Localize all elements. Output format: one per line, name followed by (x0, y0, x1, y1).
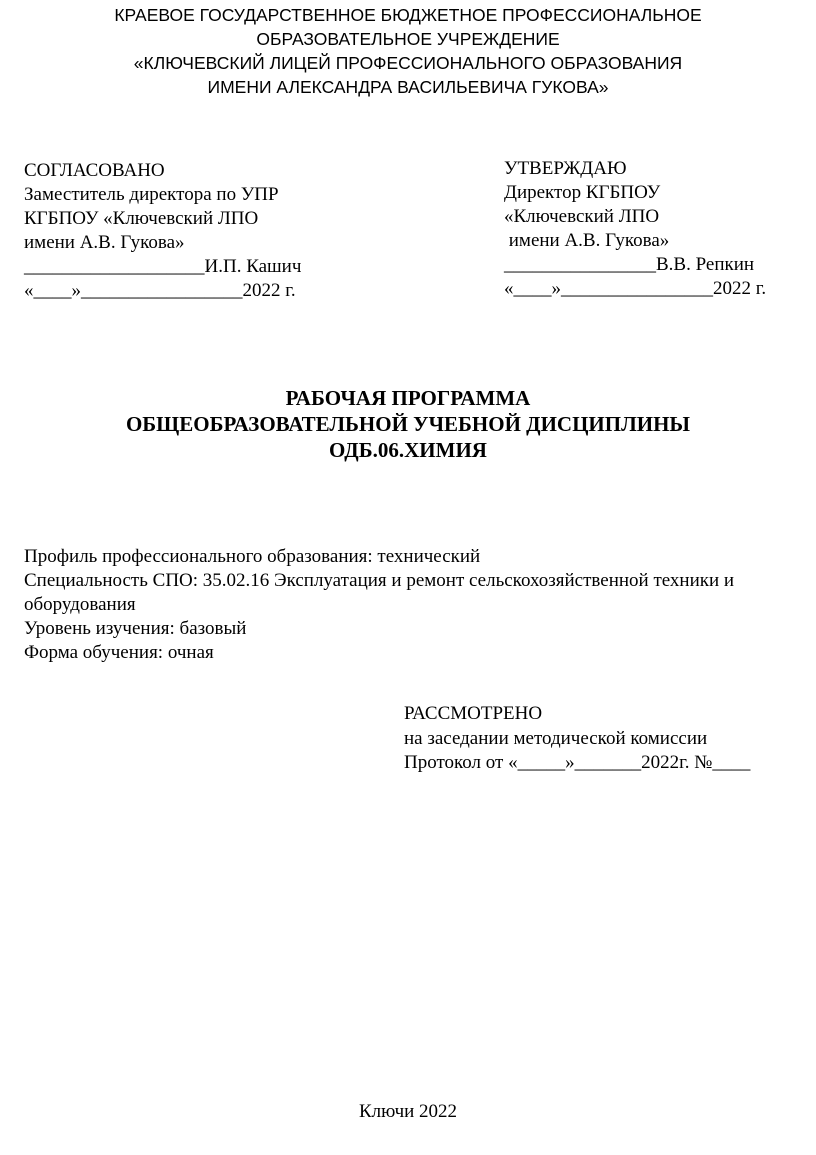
institution-header (0, 3, 816, 99)
agreed-signature-line: ___________________И.П. Кашич (24, 256, 302, 277)
agreed-date-line: «____»_________________2022 г. (24, 280, 296, 301)
approved-date-line: «____»________________2022 г. (504, 278, 767, 299)
profile-line: Профиль профессионального образования: технический (24, 546, 481, 567)
approved-block (504, 157, 766, 301)
reviewed-commission-line: на заседании методической комиссии (404, 727, 708, 749)
agreed-block (24, 159, 301, 303)
course-code: ОДБ.06.ХИМИЯ (329, 438, 487, 462)
reviewed-heading: РАССМОТРЕНО (404, 703, 543, 724)
header-line: ИМЕНИ АЛЕКСАНДРА ВАСИЛЬЕВИЧА ГУКОВА» (207, 77, 609, 97)
program-details (24, 545, 734, 665)
title-line: ОБЩЕОБРАЗОВАТЕЛЬНОЙ УЧЕБНОЙ ДИСЦИПЛИНЫ (125, 412, 691, 436)
form-line: Форма обучения: очная (24, 642, 214, 663)
approved-heading: УТВЕРЖДАЮ (504, 158, 627, 179)
specialty-line: Специальность СПО: 35.02.16 Эксплуатация и ремонт сельскохозяйственной техники и (24, 570, 735, 591)
header-line: ОБРАЗОВАТЕЛЬНОЕ УЧРЕЖДЕНИЕ (256, 29, 560, 49)
level-line: Уровень изучения: базовый (24, 618, 247, 639)
header-line: «КЛЮЧЕВСКИЙ ЛИЦЕЙ ПРОФЕССИОНАЛЬНОГО ОБРАЗОВАНИЯ (133, 53, 683, 73)
reviewed-block (404, 702, 750, 776)
specialty-line-continued: оборудования (24, 594, 136, 615)
reviewed-protocol-line: Протокол от «_____»_______2022г. №____ (404, 752, 751, 773)
document-title (0, 385, 816, 463)
approved-org-name: имени А.В. Гукова» (504, 230, 670, 251)
title-line: РАБОЧАЯ ПРОГРАММА (285, 386, 531, 410)
agreed-position: Заместитель директора по УПР (24, 184, 279, 205)
approved-signature-line: ________________В.В. Репкин (504, 254, 755, 275)
place-year-footer: Ключи 2022 (358, 1101, 458, 1122)
approved-org: «Ключевский ЛПО (504, 206, 660, 227)
agreed-org-name: имени А.В. Гукова» (24, 232, 185, 253)
approved-position: Директор КГБПОУ (504, 182, 661, 203)
agreed-heading: СОГЛАСОВАНО (24, 160, 165, 181)
agreed-org: КГБПОУ «Ключевский ЛПО (24, 208, 259, 229)
header-line: КРАЕВОЕ ГОСУДАРСТВЕННОЕ БЮДЖЕТНОЕ ПРОФЕССИОНАЛЬНОЕ (114, 5, 702, 25)
